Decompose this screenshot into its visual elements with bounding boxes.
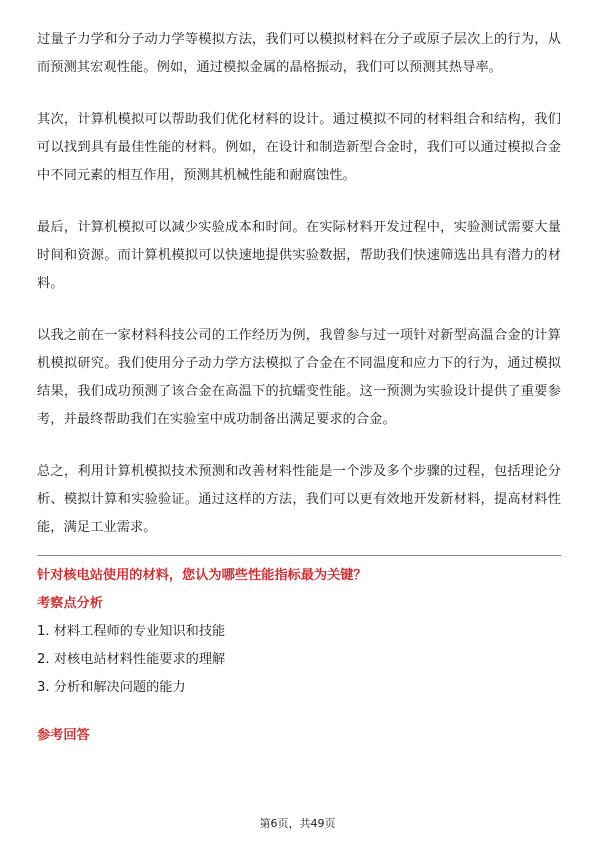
paragraph-optimize-design: 其次，计算机模拟可以帮助我们优化材料的设计。通过模拟不同的材料组合和结构，我们可以找到具有最佳性能的材料。例如，在设计和制造新型合金时，我们可以通过模拟合金中不同元素的相互作用，预测其机械性能和耐腐蚀性。	[37, 112, 561, 183]
analysis-point: 2. 对核电站材料性能要求的理解	[37, 652, 226, 667]
paragraph-reduce-cost: 最后，计算机模拟可以减少实验成本和时间。在实际材料开发过程中，实验测试需要大量时间和资源。而计算机模拟可以快速地提供实验数据，帮助我们快速筛选出具有潜力的材料。	[37, 220, 561, 291]
analysis-heading: 考察点分析	[37, 596, 103, 611]
document-body	[37, 26, 561, 750]
analysis-point: 3. 分析和解决问题的能力	[37, 680, 186, 695]
paragraph-summary: 总之，利用计算机模拟技术预测和改善材料性能是一个涉及多个步骤的过程，包括理论分析、模拟计算和实验验证。通过这样的方法，我们可以更有效地开发新材料，提高材料性能，满足工业需求。	[37, 464, 561, 535]
analysis-points-list	[37, 618, 561, 702]
paragraph-modeling-methods: 过量子力学和分子动力学等模拟方法，我们可以模拟材料在分子或原子层次上的行为，从而预测其宏观性能。例如，通过模拟金属的晶格振动，我们可以预测其热导率。	[37, 32, 561, 75]
answer-heading: 参考回答	[37, 728, 90, 743]
section-divider	[37, 555, 561, 556]
paragraph-work-experience: 以我之前在一家材料科技公司的工作经历为例，我曾参与过一项针对新型高温合金的计算机模拟研究。我们使用分子动力学方法模拟了合金在不同温度和应力下的行为，通过模拟结果，我们成功预测了该合金在高温下的抗蠕变性能。这一预测为实验设计提供了重要参考，并最终帮助我们在实验室中成功制备出满足要求的合金。	[37, 328, 561, 427]
interview-question: 针对核电站使用的材料，您认为哪些性能指标最为关键？	[37, 568, 367, 583]
analysis-point: 1. 材料工程师的专业知识和技能	[37, 624, 226, 639]
page-number-footer: 第6页，共49页	[259, 817, 336, 830]
